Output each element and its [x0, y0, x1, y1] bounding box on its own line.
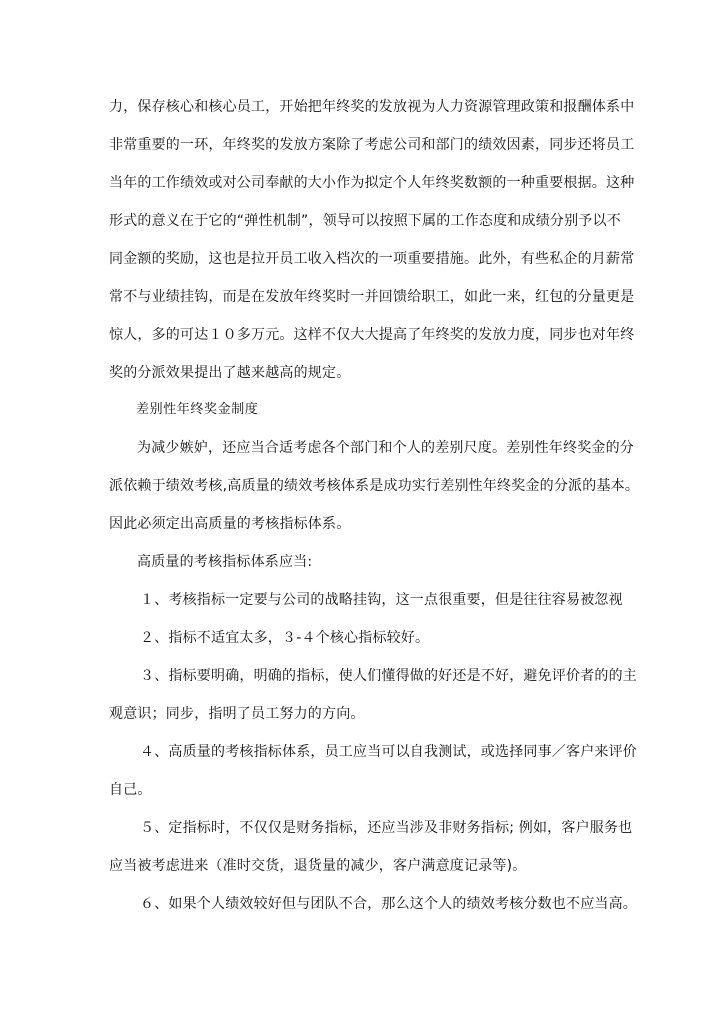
list-item-4-line-1: ４、高质量的考核指标体系，员工应当可以自我测试，或选择同事／客户来评价 — [140, 744, 637, 760]
list-item-5-line-2: 应当被考虑进来（准时交货，退货量的减少，客户满意度记录等)。 — [109, 858, 527, 874]
paragraph-1-line-6: 常不与业绩挂钩，而是在发放年终奖时一并回馈给职工，如此一来，红包的分量更是 — [109, 289, 635, 305]
paragraph-1-line-2: 非常重要的一环，年终奖的发放方案除了考虑公司和部门的绩效因素，同步还将员工 — [109, 137, 635, 153]
paragraph-1-line-8: 奖的分派效果提出了越来越高的规定。 — [109, 365, 351, 381]
list-item-4-line-2: 自己。 — [109, 782, 152, 798]
paragraph-1-line-4: 形式的意义在于它的“弹性机制”，领导可以按照下属的工作态度和成绩分别予以不 — [109, 213, 621, 229]
paragraph-1-line-3: 当年的工作绩效或对公司奉献的大小作为拟定个人年终奖数额的一种重要根据。这种 — [109, 175, 635, 191]
list-item-3-line-1: ３、指标要明确，明确的指标，使人们懂得做的好还是不好，避免评价者的的主 — [140, 668, 637, 684]
section-heading: 差别性年终奖金制度 — [136, 402, 259, 417]
list-item-5-line-1: ５、定指标时，不仅仅是财务指标，还应当涉及非财务指标; 例如，客户服务也 — [140, 820, 633, 836]
paragraph-2-line-1: 为减少嫉妒，还应当合适考虑各个部门和个人的差别尺度。差别性年终奖金的分 — [137, 440, 634, 456]
paragraph-1-line-5: 同金额的奖励，这也是拉开员工收入档次的一项重要措施。此外，有些私企的月薪常 — [109, 251, 635, 267]
paragraph-2-line-3: 因此必须定出高质量的考核指标体系。 — [109, 516, 351, 532]
paragraph-1-line-7: 惊人，多的可达１０多万元。这样不仅大大提高了年终奖的发放力度，同步也对年终 — [109, 327, 635, 343]
list-item-2: ２、指标不适宜太多，３-４个核心指标较好。 — [140, 630, 430, 646]
list-intro: 高质量的考核指标体系应当: — [137, 554, 313, 570]
list-item-6: ６、如果个人绩效较好但与团队不合，那么这个人的绩效考核分数也不应当高。 — [140, 896, 637, 912]
paragraph-2-line-2: 派依赖于绩效考核,高质量的绩效考核体系是成功实行差别性年终奖金的分派的基本。 — [109, 478, 640, 494]
paragraph-1-line-1: 力，保存核心和核心员工，开始把年终奖的发放视为人力资源管理政策和报酬体系中 — [109, 99, 635, 115]
list-item-3-line-2: 观意识；同步，指明了员工努力的方向。 — [109, 706, 365, 722]
list-item-1: １、考核指标一定要与公司的战略挂钩，这一点很重要，但是往往容易被忽视 — [140, 592, 623, 608]
